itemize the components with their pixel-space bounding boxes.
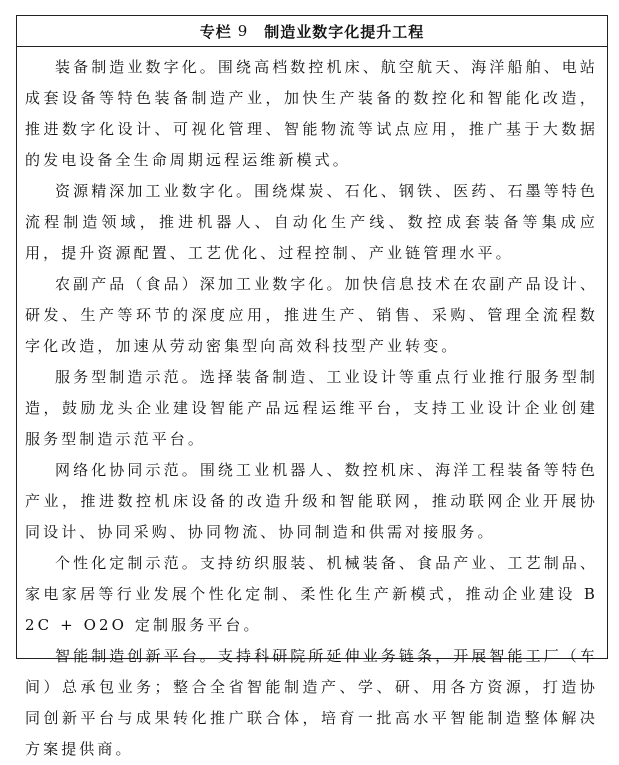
column-box [16,15,608,758]
paragraph-text: 围绕煤炭、石化、钢铁、医药、石墨等特色流程制造领域，推进机器人、自动化生产线、数控成套装备等集成应用，提升资源配置、工艺优化、过程控制、产业链管理水平。 [25,182,599,262]
paragraph-text: 支持纺织服装、机械装备、食品产业、工艺制品、家电家居等行业发展个性化定制、柔性化生产新模式，推动企业建设 B2C + O2O 定制服务平台。 [25,554,599,634]
paragraph-text: 围绕高档数控机床、航空航天、海洋船舶、电站成套设备等特色装备制造产业，加快生产装备的数控化和智能化改造，推进数字化设计、可视化管理、智能物流等试点应用，推广基于大数据的发电设备全生命周期远程运维新模式。 [25,58,599,169]
paragraph-lead: 农副产品（食品）深加工业数字化。 [55,275,345,293]
paragraph-lead: 智能制造创新平台。 [55,647,218,665]
paragraph-service-manufacturing [25,362,598,455]
column-title: 制造业数字化提升工程 [264,22,425,41]
paragraph-network-collaboration [25,455,598,548]
paragraph-lead: 网络化协同示范。 [55,461,200,479]
column-body [17,47,607,765]
column-number: 9 [237,22,249,40]
paragraph-lead: 个性化定制示范。 [55,554,200,572]
paragraph-lead: 资源精深加工业数字化。 [55,182,255,200]
paragraph-text: 加快信息技术在农副产品设计、研发、生产等环节的深度应用，推进生产、销售、采购、管理全流程数字化改造，加速从劳动密集型向高效科技型产业转变。 [25,275,599,355]
paragraph-text: 选择装备制造、工业设计等重点行业推行服务型制造，鼓励龙头企业建设智能产品远程运维平台，支持工业设计企业创建服务型制造示范平台。 [25,368,599,448]
paragraph-lead: 服务型制造示范。 [55,368,200,386]
paragraph-text: 支持科研院所延伸业务链条，开展智能工厂（车间）总承包业务；整合全省智能制造产、学、研、用各方资源，打造协同创新平台与成果转化推广联合体，培育一批高水平智能制造整体解决方案提供商。 [25,647,599,758]
paragraph-equipment-manufacturing [25,52,598,176]
paragraph-innovation-platform [25,641,598,765]
column-label: 专栏 [199,22,232,41]
column-header [17,16,607,47]
paragraph-lead: 装备制造业数字化。 [55,58,218,76]
paragraph-agri-food-processing [25,269,598,362]
paragraph-text: 围绕工业机器人、数控机床、海洋工程装备等特色产业，推进数控机床设备的改造升级和智能联网，推动联网企业开展协同设计、协同采购、协同物流、协同制造和供需对接服务。 [25,461,599,541]
paragraph-resource-processing [25,176,598,269]
paragraph-custom-manufacturing [25,548,598,641]
